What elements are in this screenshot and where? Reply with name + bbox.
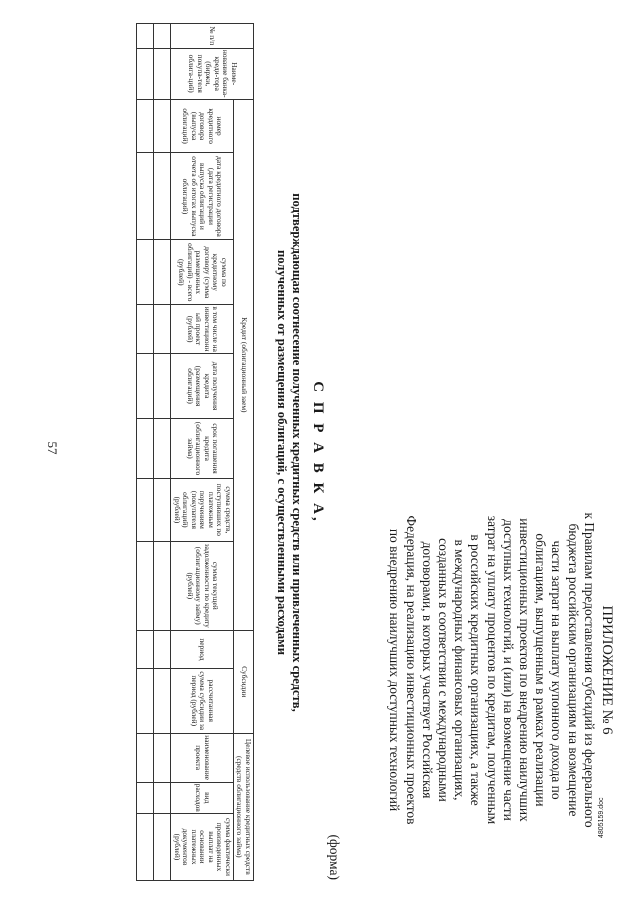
report-table [137, 23, 255, 881]
table-cell[interactable] [154, 153, 171, 240]
appendix-line: в международных финансовых организациях, [452, 539, 468, 801]
table-cell[interactable] [137, 668, 154, 733]
header-credit-group: Кредит (облигационный заем) [234, 99, 254, 630]
header-credit-col: сумма средств, поступивших по платежным поручениям (покупателя облигаций) (рублей) [171, 479, 234, 541]
appendix-text [386, 460, 597, 880]
table-cell[interactable] [137, 153, 154, 240]
table-cell[interactable] [137, 99, 154, 153]
table-cell[interactable] [154, 418, 171, 478]
table-cell[interactable] [137, 240, 154, 305]
appendix-line: в российских кредитных организациях, а также [468, 534, 484, 806]
table-cell[interactable] [137, 418, 154, 478]
page-number: 57 [45, 441, 60, 455]
table-cell[interactable] [154, 48, 171, 99]
appendix-line: к Правилам предоставления субсидий из федерального [581, 512, 597, 828]
footer-file-code: 4805159.doc [598, 797, 605, 838]
table-cell[interactable] [154, 668, 171, 733]
table-cell[interactable] [154, 541, 171, 630]
table-cell[interactable] [154, 24, 171, 49]
appendix-line: бюджета российским организациям на возмещение [565, 523, 581, 817]
table-cell[interactable] [137, 305, 154, 354]
header-credit-col: дата получения кредита (размещения облигаций) [171, 354, 234, 419]
table-cell[interactable] [137, 733, 154, 782]
table-header-row [234, 24, 254, 881]
appendix-line: Федерация, на реализацию инвестиционных проектов [403, 515, 419, 825]
appendix-line: части затрат на выплату купонного дохода по [549, 540, 565, 800]
header-bank: Наиме-нование банка-креди-тора (биржи, покупа-теля облига-ций) [171, 48, 254, 99]
appendix-title: ПРИЛОЖЕНИЕ № 6 [599, 605, 615, 735]
table-cell[interactable] [137, 782, 154, 813]
document-subtitle [274, 75, 304, 830]
table-cell[interactable] [137, 541, 154, 630]
header-subsidy-group: Субсидии [234, 630, 254, 733]
table-subheader-row [171, 24, 234, 881]
header-credit-col: сумма текущей задолженности по кредиту (облигационному займу) (рублей) [171, 541, 234, 630]
rotated-content [80, 15, 620, 890]
appendix-header [386, 460, 615, 880]
table-cell[interactable] [154, 99, 171, 153]
form-label: (форма) [327, 834, 342, 880]
subtitle-line: подтверждающая соотнесение полученных кредитных средств или привлеченных средств, [290, 193, 304, 712]
table-row [154, 24, 171, 881]
header-target-col: наименование проекта [171, 733, 234, 782]
header-target-group: Целевое использование кредитных средств (средств облигационного займа) [234, 733, 254, 880]
table-cell[interactable] [154, 813, 171, 880]
table-cell[interactable] [154, 782, 171, 813]
header-target-col: вид расходов [171, 782, 234, 813]
appendix-line: договорами, в которых участвует Российская [419, 541, 435, 799]
appendix-line: облигациям, выпущенным в рамках реализации [533, 533, 549, 807]
appendix-line: созданных в соответствии с международными [435, 538, 451, 802]
header-credit-col: номер кредитного договора (выпуска облигаций) [171, 99, 234, 153]
table-cell[interactable] [137, 24, 154, 49]
table-cell[interactable] [137, 813, 154, 880]
header-subsidy-col: рассчитанная сумма субсидии за период (рублей) [171, 668, 234, 733]
table-cell[interactable] [154, 630, 171, 668]
header-number: № п/п [171, 24, 254, 49]
table-row [137, 24, 154, 881]
table-cell[interactable] [154, 240, 171, 305]
header-credit-col: в том числе на инвестиционный проект (рублей) [171, 305, 234, 354]
appendix-line: затрат на уплату процентов по кредитам, полученным [484, 515, 500, 825]
table-cell[interactable] [154, 305, 171, 354]
table-cell[interactable] [137, 354, 154, 419]
header-target-col: сумма фактически произведенных выплат на основании платежных документов (рублей) [171, 813, 234, 880]
table-cell[interactable] [154, 479, 171, 541]
appendix-line: по внедрению наилучших доступных технологий [387, 528, 403, 812]
header-credit-col: срок погашения кредита (облигационного займа) [171, 418, 234, 478]
table-cell[interactable] [154, 733, 171, 782]
header-credit-col: дата кредитного договора (дата регистрации выпуска облигаций и отчета об итогах выпуска облигаций) [171, 153, 234, 240]
document-title: С П Р А В К А, [310, 381, 326, 524]
table-cell[interactable] [137, 48, 154, 99]
table-cell[interactable] [137, 479, 154, 541]
appendix-line: доступных технологий, и (или) на возмещение части [500, 519, 516, 821]
subtitle-line: полученных от размещения облигаций, с осуществленными расходами [275, 250, 289, 655]
header-subsidy-col: период [171, 630, 234, 668]
appendix-line: инвестиционных проектов по внедрению наилучших [516, 518, 532, 822]
header-credit-col: сумма по кредитному договору (сумма размещенных облигаций) - всего (рублей) [171, 240, 234, 305]
table-cell[interactable] [154, 354, 171, 419]
table-cell[interactable] [137, 630, 154, 668]
